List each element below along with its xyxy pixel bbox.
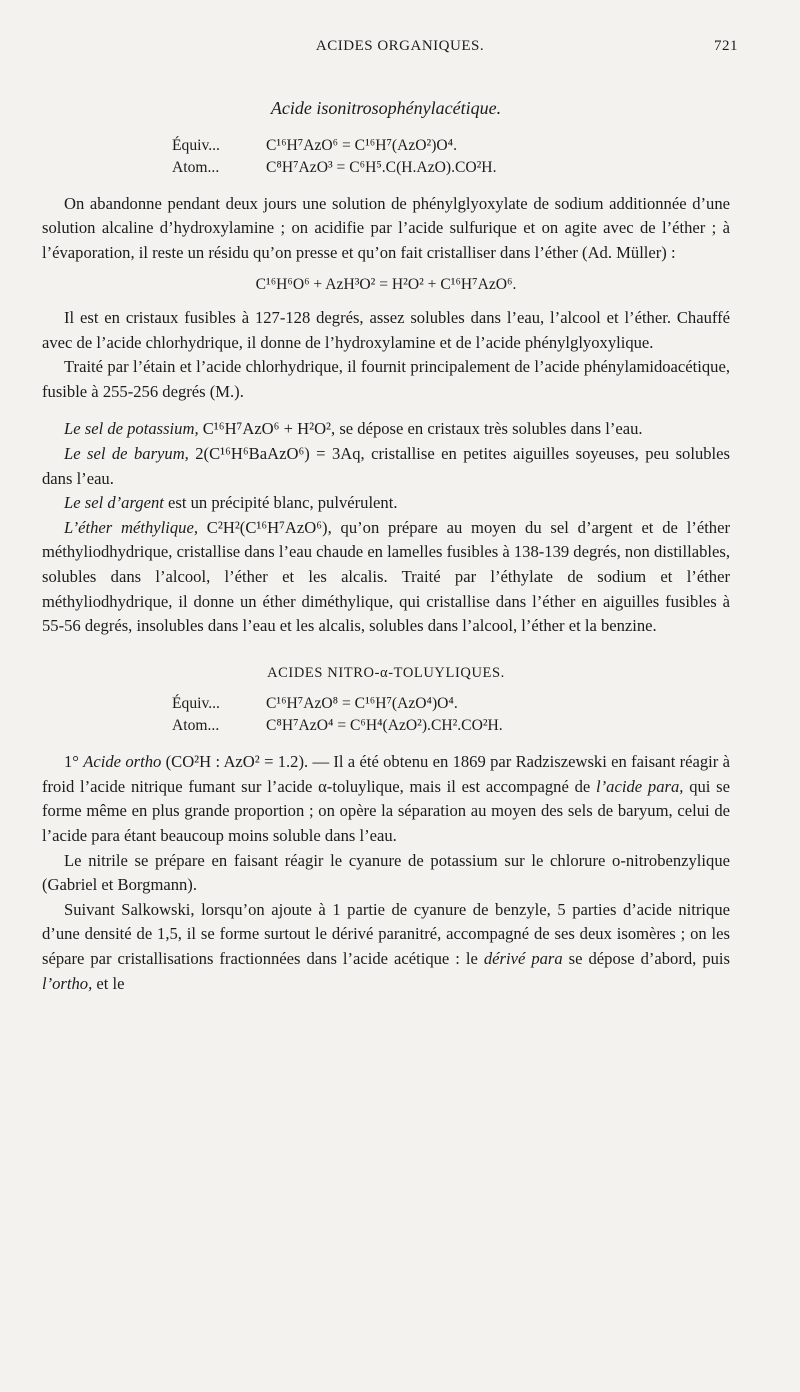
italic-term: L’éther méthylique, [64, 517, 198, 537]
paragraph: Il est en cristaux fusibles à 127-128 degrés, assez solubles dans l’eau, l’alcool et l’éther. Chauffé avec de l’acide chlorhydrique, il donne de l’hydroxylamine et de l’acide phénylglyoxylique. [42, 307, 730, 352]
atom-formula: C⁸H⁷AzO³ = C⁶H⁵.C(H.AzO).CO²H. [266, 158, 497, 176]
paragraph: On abandonne pendant deux jours une solution de phénylglyoxylate de sodium additionnée d’une solution alcaline d’hydroxylamine ; on acidifie par l’acide sulfurique et on agite avec de l’éther ; à l’évaporation, il reste un résidu qu’on presse et qu’on fait cristalliser dans l’éther (Ad. Müller) : [42, 193, 730, 262]
paragraph [42, 417, 730, 442]
paragraph-text: qui se forme même en plus grande proportion ; on opère la séparation au moyen des sels de baryum, celui de l’acide para étant beaucoup moins soluble dans l’eau. [42, 776, 730, 846]
italic-term: Acide ortho [83, 752, 162, 772]
italic-term: Le sel de baryum, [64, 443, 189, 463]
italic-term: l’acide para, [596, 776, 684, 796]
italic-term: Le sel de potassium, [64, 419, 199, 439]
formula-block [172, 693, 730, 737]
paragraph: Le nitrile se prépare en faisant réagir le cyanure de potassium sur le chlorure o-nitrobenzylique (Gabriel et Borgmann). [42, 850, 730, 895]
paragraph: Traité par l’étain et l’acide chlorhydrique, il fournit principalement de l’acide phénylamidoacétique, fusible à 255-256 degrés (M.). [42, 357, 730, 401]
paragraph-text: est un précipité blanc, pulvérulent. [163, 493, 398, 513]
page-number: 721 [714, 38, 738, 54]
atom-line [172, 715, 730, 737]
running-title: ACIDES ORGANIQUES. [315, 38, 485, 54]
paragraph-text: se dépose d’abord, puis [562, 949, 730, 969]
paragraph [42, 442, 730, 491]
formula-block [172, 135, 730, 179]
section-heading: Acide isonitrosophénylacétique. [270, 98, 502, 118]
paragraph-text: C²H²(C¹⁶H⁷AzO⁶), qu’on prépare au moyen du sel d’argent et de l’éther méthyliodhydrique, cristallise dans l’eau chaude en lamelles fusibles à 138-139 degrés, non distillables, solubles dans l’alcool, l’éther et les alcalis. Traité par l’éthylate de sodium et l’éther méthyliodhydrique, il donne un éther diméthylique, qui cristallise dans l’éther en aiguilles fusibles à 55-56 degrés, insolubles dans l’eau et les alcalis, solubles dans l’alcool, l’éther et la benzine. [42, 517, 731, 636]
paragraph-text: (CO²H : AzO² = 1.2). — Il a été obtenu en 1869 par Radziszewski en faisant réagir à froid l’acide nitrique fumant sur l’acide α-toluylique, mais il est accompagné de [42, 752, 730, 796]
italic-term: Le sel d’argent [64, 493, 164, 513]
equiv-formula: C¹⁶H⁷AzO⁸ = C¹⁶H⁷(AzO⁴)O⁴. [266, 695, 458, 713]
reaction-equation: C¹⁶H⁶O⁶ + AzH³O² = H²O² + C¹⁶H⁷AzO⁶. [255, 276, 517, 294]
item-number: 1° [64, 752, 84, 772]
atom-formula: C⁸H⁷AzO⁴ = C⁶H⁴(AzO²).CH².CO²H. [266, 717, 503, 735]
atom-line [172, 157, 730, 179]
paragraph-text: et le [92, 973, 125, 993]
paragraph [42, 516, 730, 639]
italic-term: l’ortho, [42, 973, 93, 993]
paragraph [42, 898, 730, 996]
equiv-formula: C¹⁶H⁷AzO⁶ = C¹⁶H⁷(AzO²)O⁴. [266, 136, 457, 154]
paragraph-text: 2(C¹⁶H⁶BaAzO⁶) = 3Aq, cristallise en petites aiguilles soyeuses, peu solubles dans l’eau. [42, 443, 730, 488]
equiv-label: Équiv... [172, 695, 220, 713]
equiv-label: Équiv... [172, 136, 220, 154]
atom-label: Atom... [172, 158, 220, 176]
paragraph [42, 750, 730, 848]
equiv-line [172, 693, 730, 715]
paragraph-text: C¹⁶H⁷AzO⁶ + H²O², se dépose en cristaux très solubles dans l’eau. [198, 419, 643, 439]
paragraph [42, 491, 730, 516]
equiv-line [172, 135, 730, 157]
paragraph-text: Suivant Salkowski, lorsqu’on ajoute à 1 partie de cyanure de benzyle, 5 parties d’acide nitrique d’une densité de 1,5, il se forme surtout le dérivé paranitré, accompagné de ses deux isomères ; on les sépare par cristallisations fractionnées dans l’acide acétique : le [42, 899, 730, 969]
italic-term: dérivé para [483, 949, 563, 969]
atom-label: Atom... [172, 717, 220, 735]
page-body [42, 96, 730, 996]
section-heading: ACIDES NITRO-α-TOLUYLIQUES. [267, 664, 505, 681]
page-header [0, 38, 800, 60]
